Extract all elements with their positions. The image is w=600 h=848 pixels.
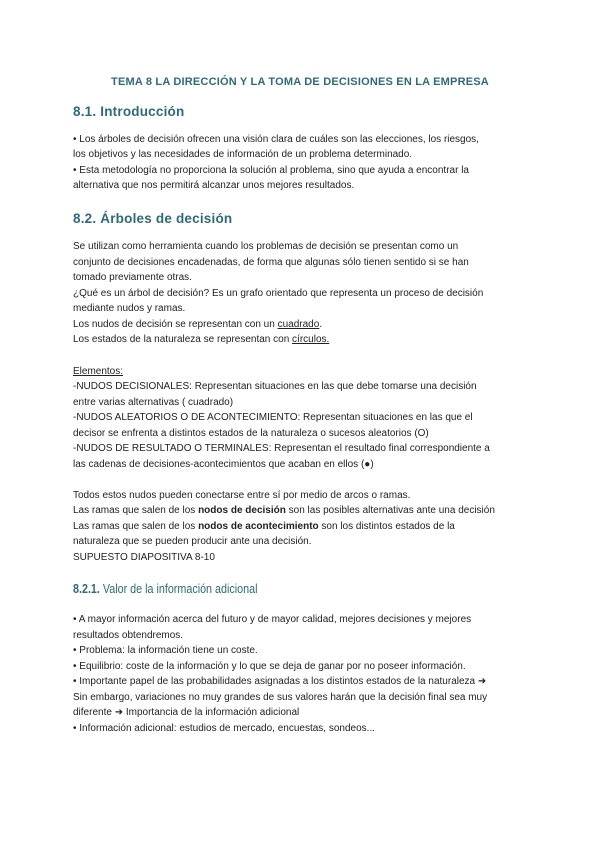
text-run: Los nudos de decisión se representan con un — [73, 319, 278, 330]
text-run: Las ramas que salen de los — [73, 505, 199, 516]
paragraph-line: mediante nudos y ramas. — [73, 303, 186, 314]
section-heading-arboles: 8.2. Árboles de decisión — [73, 211, 233, 226]
paragraph-line: alternativa que nos permitirá alcanzar unos mejores resultados. — [73, 180, 355, 191]
heading-text: Valor de la información adicional — [99, 582, 258, 596]
paragraph-line: Todos estos nudos pueden conectarse entre sí por medio de arcos o ramas. — [73, 490, 411, 501]
bold-term: nodos de acontecimiento — [198, 521, 319, 532]
paragraph-line: entre varias alternativas ( cuadrado) — [73, 397, 234, 408]
paragraph-line: tomado previamente otras. — [73, 272, 192, 283]
paragraph-line: -NUDOS ALEATORIOS O DE ACONTECIMIENTO: Representan situaciones en las que el — [73, 412, 473, 423]
paragraph-line: • Equilibrio: coste de la información y lo que se deja de ganar por no poseer información. — [73, 661, 466, 672]
paragraph-line: • Importante papel de las probabilidades asignadas a los distintos estados de la naturaleza ➜ — [73, 676, 487, 687]
paragraph-line — [73, 503, 533, 519]
paragraph-line: Sin embargo, variaciones no muy grandes de sus valores harán que la decisión final sea muy — [73, 692, 488, 703]
subsection-heading-valor-informacion — [73, 582, 257, 596]
paragraph-line: diferente ➜ Importancia de la información adicional — [73, 707, 300, 718]
text-run: Las ramas que salen de los — [73, 521, 199, 532]
paragraph-line: Se utilizan como herramienta cuando los problemas de decisión se presentan como un — [73, 241, 459, 252]
paragraph-line: decisor se enfrenta a distintos estados de la naturaleza o sucesos aleatorios (O) — [73, 428, 429, 439]
text-run: son los distintos estados de la — [318, 521, 455, 532]
heading-number: 8.2.1. — [73, 582, 100, 596]
paragraph-line: los objetivos y las necesidades de información de un problema determinado. — [73, 149, 413, 160]
underlined-term-circulos: círculos. — [292, 334, 330, 345]
paragraph-line: • Los árboles de decisión ofrecen una visión clara de cuáles son las elecciones, los riesgos, — [73, 134, 479, 145]
text-run: son las posibles alternativas ante una decisión — [285, 505, 495, 516]
text-run: Los estados de la naturaleza se representan con — [73, 334, 293, 345]
paragraph-line: naturaleza que se pueden producir ante una decisión. — [73, 536, 312, 547]
paragraph-line: conjunto de decisiones encadenadas, de forma que algunas sólo tienen sentido si se han — [73, 257, 469, 268]
paragraph-line: resultados obtendremos. — [73, 630, 184, 641]
underlined-term-cuadrado: cuadrado — [277, 319, 320, 330]
paragraph-line: • A mayor información acerca del futuro y de mayor calidad, mejores decisiones y mejores — [73, 614, 472, 625]
paragraph-line: • Problema: la información tiene un coste. — [73, 645, 258, 656]
elementos-label: Elementos: — [73, 366, 124, 377]
text-run: . — [319, 319, 323, 330]
section-heading-introduccion: 8.1. Introducción — [73, 104, 185, 119]
paragraph-line: -NUDOS DE RESULTADO O TERMINALES: Representan el resultado final correspondiente a — [73, 443, 490, 454]
paragraph-line: SUPUESTO DIAPOSITIVA 8-10 — [73, 552, 215, 563]
document-title: TEMA 8 LA DIRECCIÓN Y LA TOMA DE DECISIONES EN LA EMPRESA — [111, 76, 489, 88]
paragraph-line — [73, 519, 533, 535]
paragraph-line: las cadenas de decisiones-acontecimientos que acaban en ellos (●) — [73, 459, 374, 470]
paragraph-line: • Esta metodología no proporciona la solución al problema, sino que ayuda a encontrar la — [73, 165, 469, 176]
paragraph-line — [73, 332, 533, 348]
paragraph-line: -NUDOS DECISIONALES: Representan situaciones en las que debe tomarse una decisión — [73, 381, 477, 392]
paragraph-line: ¿Qué es un árbol de decisión? Es un grafo orientado que representa un proceso de decisión — [73, 288, 484, 299]
bold-term: nodos de decisión — [198, 505, 286, 516]
paragraph-line — [73, 317, 533, 333]
paragraph-line: • Información adicional: estudios de mercado, encuestas, sondeos... — [73, 723, 376, 734]
